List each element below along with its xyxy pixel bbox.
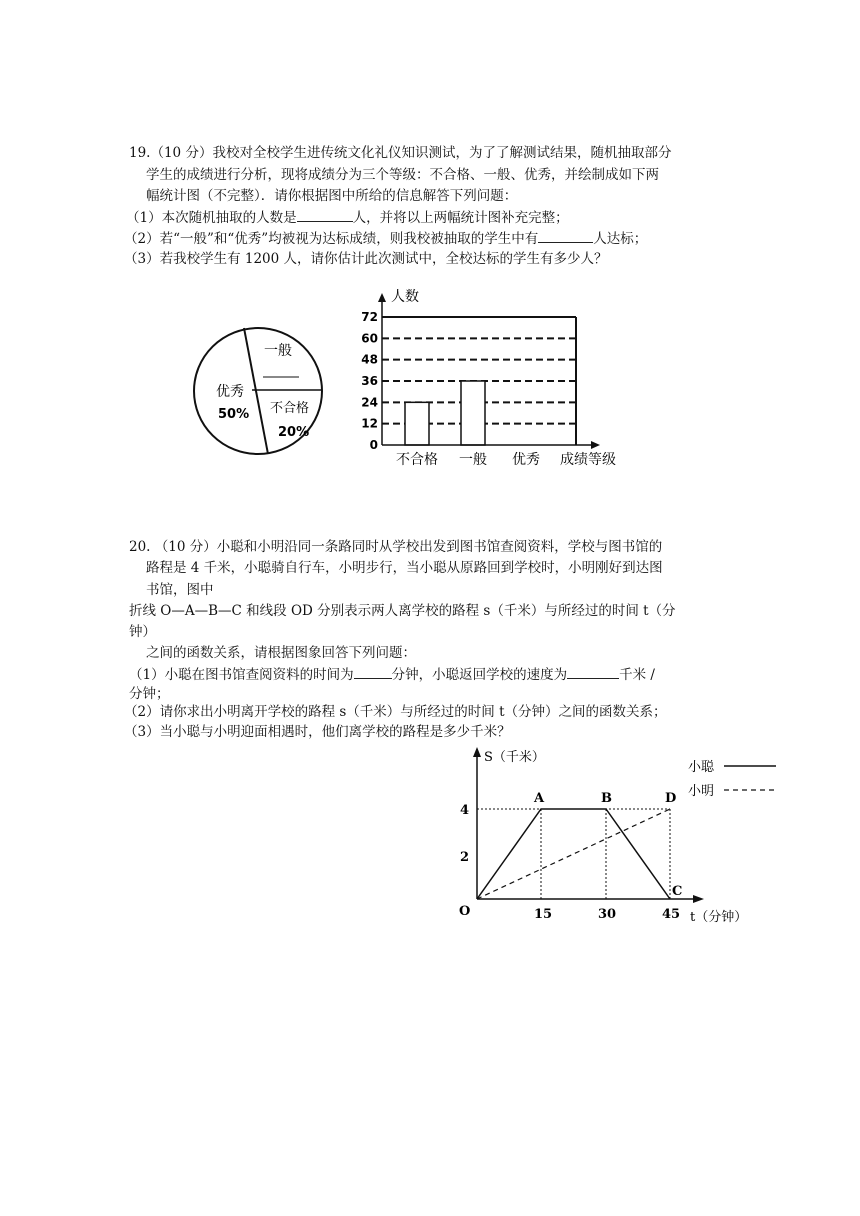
q20-line-9: （2）请你求出小明离开学校的路程 s（千米）与所经过的时间 t（分钟）之间的函数关系； <box>124 704 667 720</box>
pie-chart <box>186 320 336 460</box>
point-a-label: A <box>534 791 545 806</box>
pie-pct-fail: 20% <box>278 425 310 440</box>
answer-blank <box>567 664 619 679</box>
graph-y-arrow <box>473 747 481 757</box>
bar-y-tick-label: 72 <box>361 310 378 324</box>
graph-ytick-4: 4 <box>460 803 470 818</box>
pie-pct-excellent: 50% <box>218 407 250 422</box>
answer-blank <box>297 207 353 222</box>
q19-line-3: 幅统计图（不完整）．请你根据图中所给的信息解答下列问题： <box>146 188 518 204</box>
point-c-label: C <box>672 884 683 899</box>
graph-x-arrow <box>693 895 704 903</box>
bar-1 <box>461 381 485 445</box>
graph-xtick-15: 15 <box>534 907 553 922</box>
bar-0 <box>405 402 429 445</box>
q20-line-8: 分钟； <box>129 686 170 702</box>
bar-y-tick-label: 0 <box>369 438 378 452</box>
answer-blank <box>354 664 392 679</box>
bar-x-tick-label: 不合格 <box>396 452 438 468</box>
q19-part2-text-2: 人达标； <box>593 231 648 247</box>
q20-line-6: 之间的函数关系，请根据图象回答下列问题： <box>146 645 416 661</box>
bar-y-tick-label: 12 <box>361 416 378 431</box>
q20-part1-text-2: 分钟，小聪返回学校的速度为 <box>391 667 568 683</box>
q20-line-3: 书馆，图中 <box>146 582 214 598</box>
q19-line-6: （3）若我校学生有 1200 人，请你估计此次测试中，全校达标的学生有多少人？ <box>124 251 608 267</box>
q20-part1-text: （1）小聪在图书馆查阅资料的时间为 <box>129 667 354 683</box>
answer-blank <box>538 228 593 243</box>
q19-part2-text: （2）若“一般”和“优秀”均被视为达标成绩，则我校被抽取的学生中有 <box>124 231 539 247</box>
pie-label-fail: 不合格 <box>270 401 310 416</box>
q19-part1-text-2: 人，并将以上两幅统计图补充完整； <box>352 210 569 226</box>
graph-x-axis-label: t（分钟） <box>690 910 748 925</box>
legend-xiaoming-label: 小明 <box>688 784 715 799</box>
point-d-label: D <box>665 791 677 806</box>
q20-line-5: 钟） <box>129 624 156 640</box>
q20-line-2: 路程是 4 千米，小聪骑自行车，小明步行，当小聪从原路回到学校时，小明刚好到达图 <box>146 560 663 576</box>
q19-line-4 <box>126 207 569 228</box>
pie-label-general: 一般 <box>264 343 292 359</box>
bar-y-tick-label: 36 <box>361 374 378 388</box>
q19-line-5 <box>124 228 647 249</box>
bar-x-tick-label: 一般 <box>459 452 487 468</box>
bar-y-title: 人数 <box>391 289 419 305</box>
bar-y-arrow <box>378 293 386 302</box>
q19-line-1: 19.（10 分）我校对全校学生进传统文化礼仪知识测试，为了了解测试结果，随机抽取部分 <box>129 145 672 161</box>
graph-ytick-2: 2 <box>460 850 470 865</box>
q19-part1-text: （1）本次随机抽取的人数是 <box>126 210 297 226</box>
bar-x-title: 成绩等级 <box>560 452 616 468</box>
legend-xiaocong-label: 小聪 <box>688 760 715 775</box>
graph-origin-label: O <box>459 904 471 919</box>
q20-line-7 <box>129 664 655 685</box>
bar-y-tick-label: 48 <box>361 352 378 367</box>
function-graph <box>440 735 780 935</box>
q20-part1-text-3: 千米 / <box>619 667 655 683</box>
q20-line-4: 折线 O—A—B—C 和线段 OD 分别表示两人离学校的路程 s（千米）与所经过的时间 t（分 <box>129 603 676 619</box>
bar-x-tick-label: 优秀 <box>512 452 540 468</box>
q20-line-10: （3）当小聪与小明迎面相遇时，他们离学校的路程是多少千米？ <box>124 724 511 740</box>
pie-label-excellent: 优秀 <box>216 384 244 400</box>
q20-line-1: 20. （10 分）小聪和小明沿同一条路同时从学校出发到图书馆查阅资料，学校与图书馆的 <box>129 539 663 555</box>
bar-chart <box>360 285 630 470</box>
bar-y-tick-label: 60 <box>361 331 378 346</box>
graph-xtick-30: 30 <box>598 907 617 922</box>
graph-xtick-45: 45 <box>662 907 681 922</box>
bar-y-tick-label: 24 <box>361 395 378 410</box>
bar-x-arrow <box>591 441 600 449</box>
graph-y-axis-label: S（千米） <box>484 750 545 765</box>
series-xiaoming <box>477 809 670 899</box>
q19-line-2: 学生的成绩进行分析，现将成绩分为三个等级：不合格、一般、优秀，并绘制成如下两 <box>146 167 659 183</box>
point-b-label: B <box>601 791 612 806</box>
